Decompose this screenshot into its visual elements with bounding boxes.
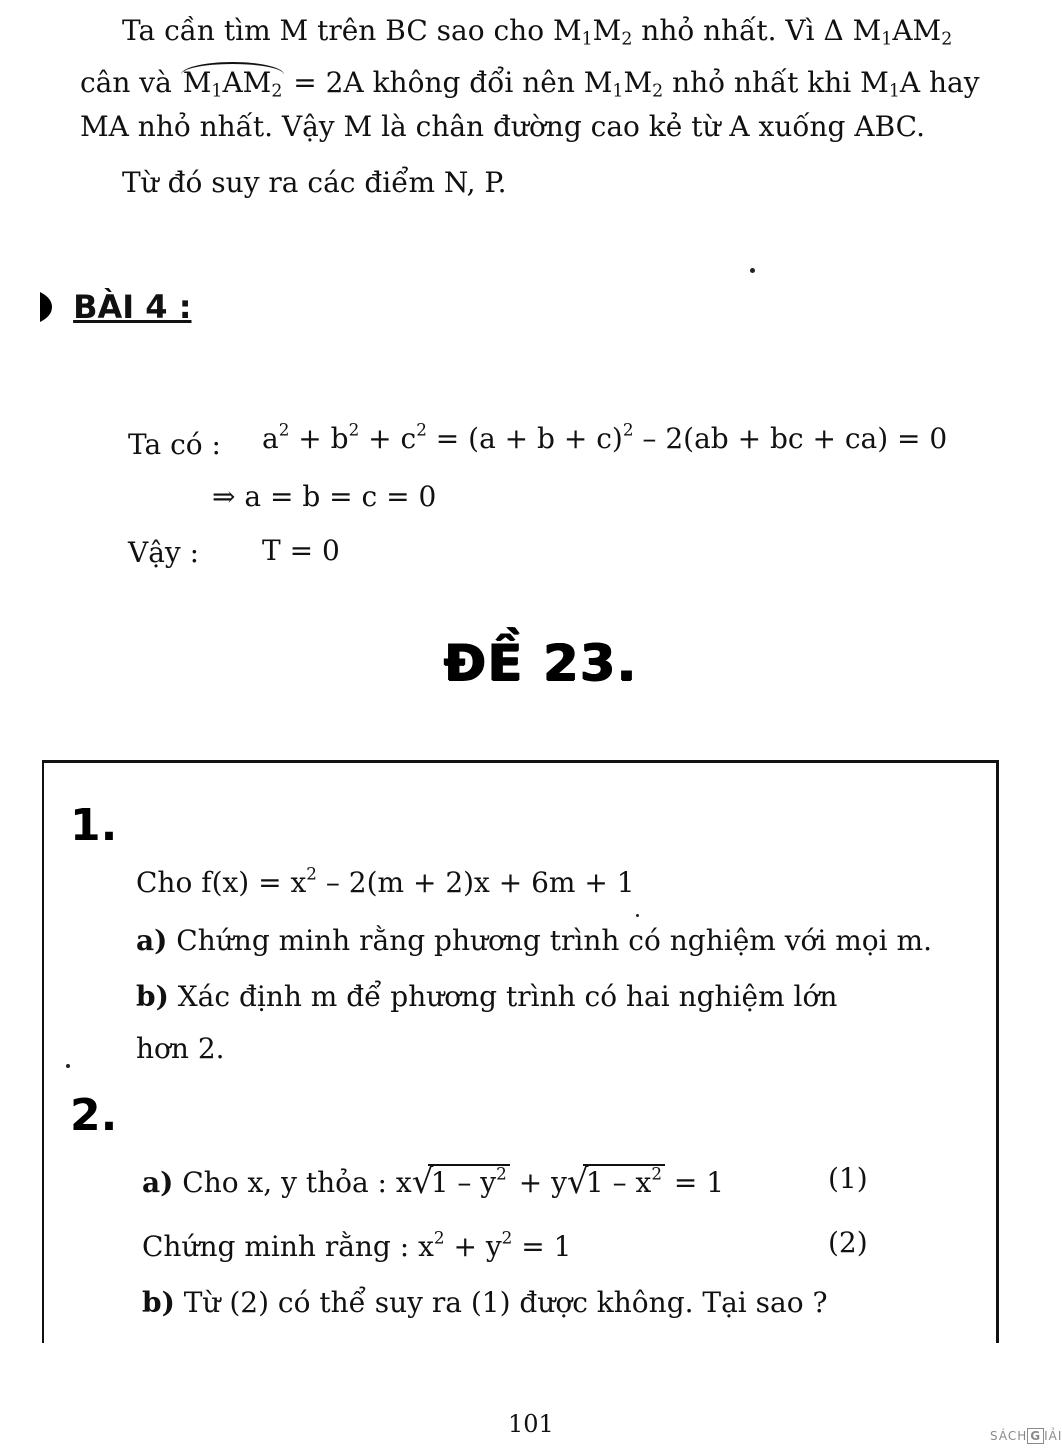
problem-2-part-a: a) Cho x, y thỏa : x √ $1 - y^2 + y$ √ $1 - x^2 = 1$	[142, 1162, 725, 1202]
page-number: 101	[508, 1410, 554, 1438]
scan-speck	[750, 268, 755, 273]
scan-speck	[636, 914, 639, 917]
problem-1-part-b-line-1: b) Xác định m để phương trình có hai nghiệm lớn	[136, 980, 838, 1013]
equation-2: ⇒ a = b = c = 0	[212, 480, 437, 513]
problem-1-part-b-line-2: hơn 2.	[136, 1032, 225, 1065]
intro-line-2: cân và $M_1AM_2 = 2A$ không đổi nên $M_1M_2$ nhỏ nhất khi $M_1A$ hay	[80, 62, 980, 101]
intro-line-3: MA nhỏ nhất. Vậy M là chân đường cao kẻ từ A xuống ABC.	[80, 110, 925, 143]
problem-2-number: 2.	[70, 1090, 118, 1141]
intro-line-4: Từ đó suy ra các điểm N, P.	[122, 166, 507, 199]
intro-line-1: Ta cần tìm M trên BC sao cho $M_1M_2$ nhỏ nhất. Vì Δ $M_1AM_2$	[122, 14, 953, 50]
problem-1-number: 1.	[70, 800, 118, 851]
bai4-heading: BÀI 4 :	[38, 288, 192, 326]
sqrt-1: √ $1 - y^2$	[412, 1166, 510, 1199]
heading-marker-icon	[38, 290, 54, 324]
problem-2-claim: Chứng minh rằng : $x^2 + y^2 = 1$	[142, 1227, 572, 1263]
vay-label: Vậy :	[128, 536, 200, 569]
problem-2-part-b: b) Từ (2) có thể suy ra (1) được không. Tại sao ?	[142, 1286, 828, 1319]
vay-value: T = 0	[262, 534, 340, 567]
de-title: ĐỀ 23.	[444, 634, 639, 692]
equation-1: $a^2 + b^2 + c^2 = (a + b + c)^2 - 2(ab$ + bc + ca) = 0	[262, 419, 948, 455]
equation-tag-1: (1)	[828, 1162, 868, 1195]
taco-label: Ta có :	[128, 428, 221, 461]
scan-speck	[66, 1064, 70, 1068]
arc-angle: $M_1AM_2$	[181, 62, 285, 101]
problem-1-part-a: a) Chứng minh rằng phương trình có nghiệm với mọi m.	[136, 924, 932, 957]
equation-tag-2: (2)	[828, 1226, 868, 1259]
watermark-logo: SÁCH G IẢI	[990, 1429, 1062, 1443]
problem-1-statement: Cho $f(x) = x^2 - 2(m + 2)x + 6m + 1$	[136, 863, 635, 899]
sqrt-2: √ $1 - x^2$	[567, 1166, 665, 1199]
